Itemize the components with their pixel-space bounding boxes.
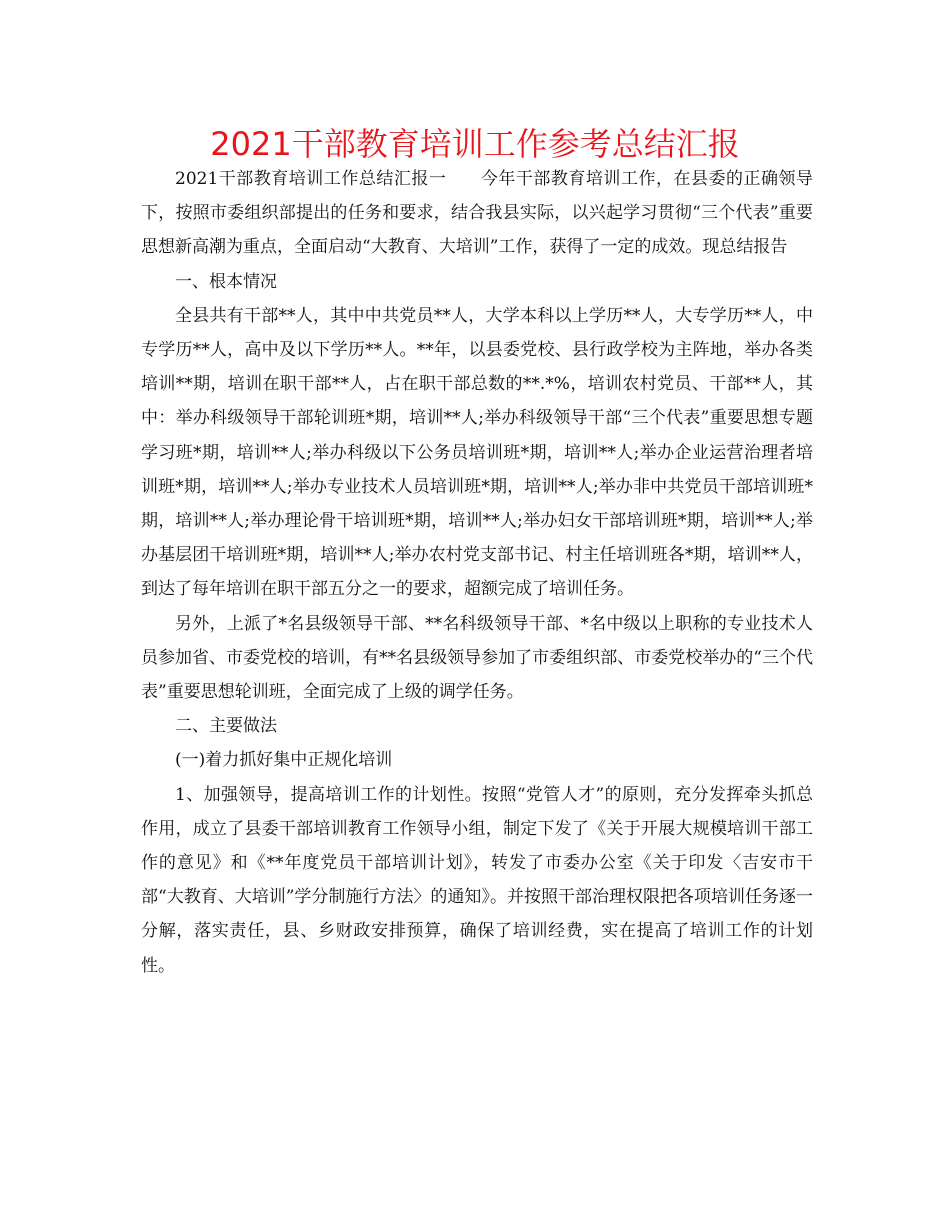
document-title: 2021干部教育培训工作参考总结汇报 (210, 125, 740, 163)
section-heading-basic: 一、根本情况 (175, 271, 277, 292)
section-heading-methods: 二、主要做法 (175, 716, 277, 737)
intro-paragraph (141, 162, 813, 265)
subsection-heading-training: (一)着力抓好集中正规化培训 (175, 750, 393, 771)
paragraph-leadership: 1、加强领导，提高培训工作的计划性。按照“党管人才”的原则，充分发挥牵头抓总作用，成立了县委干部培训教育工作领导小组，制定下发了《关于开展大规模培训干部工作的意见》和《**年度党员干部培训计划》，转发了市委办公室《关于印发〈吉安市干部“大教育、大培训”学分制施行方法〉的通知》。并按照干部治理权限把各项培训任务逐一分解，落实责任，县、乡财政安排预算，确保了培训经费，实在提高了培训工作的计划性。 (141, 784, 813, 976)
paragraph-basic-stats: 全县共有干部**人，其中中共党员**人，大学本科以上学历**人，大专学历**人，中专学历**人，高中及以下学历**人。**年，以县委党校、县行政学校为主阵地，举办各类培训**期，培训在职干部**人，占在职干部总数的**.*%，培训农村党员、干部**人，其中：举办科级领导干部轮训班*期，培训**人;举办科级领导干部“三个代表”重要思想专题学习班*期，培训**人;举办科级以下公务员培训班*期，培训**人;举办企业运营治理者培训班*期，培训**人;举办专业技术人员培训班*期，培训**人;举办非中共党员干部培训班*期，培训**人;举办理论骨干培训班*期，培训**人;举办妇女干部培训班*期，培训**人;举办基层团干培训班*期，培训**人;举办农村党支部书记、村主任培训班各*期，培训**人，到达了每年培训在职干部五分之一的要求，超额完成了培训任务。 (141, 305, 813, 600)
paragraph-additional: 另外，上派了*名县级领导干部、**名科级领导干部、*名中级以上职称的专业技术人员参加省、市委党校的培训，有**名县级领导参加了市委组织部、市委党校举办的“三个代表”重要思想轮训班，全面完成了上级的调学任务。 (141, 613, 813, 703)
intro-text: 今年干部教育培训工作，在县委的正确领导下，按照市委组织部提出的任务和要求，结合我县实际，以兴起学习贯彻“三个代表”重要思想新高潮为重点，全面启动“大教育、大培训”工作，获得了一定的成效。现总结报告 (141, 169, 814, 258)
document-body (141, 162, 813, 983)
intro-lead: 2021干部教育培训工作总结汇报一 (175, 169, 447, 189)
